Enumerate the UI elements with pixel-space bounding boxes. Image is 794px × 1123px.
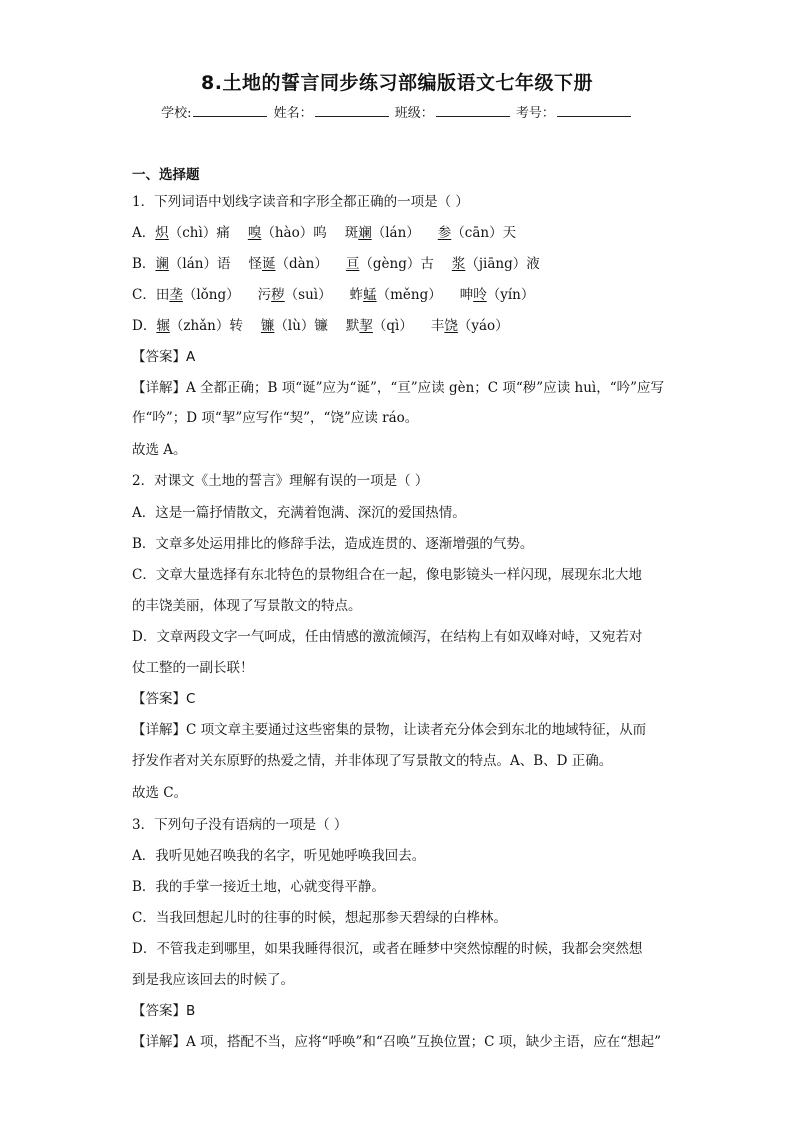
q1-option-c: C．田垄（lǒng） 污秽（suì） 蚱蜢（měng） 呻呤（yín） — [132, 287, 535, 303]
q1-option-d: D．辗（zhǎn）转 镰（lù）镰 默挈（qì） 丰饶（yáo） — [132, 318, 509, 334]
q1-conclusion: 故选 A。 — [132, 442, 187, 458]
school-blank[interactable] — [193, 104, 267, 117]
q1-detail-line-1: 【详解】A 全都正确；B 项“诞”应为“诞”，“亘”应读 gèn；C 项“秽”应读 huì，“吟”应写 — [132, 380, 665, 396]
q1-answer: 【答案】A — [132, 349, 196, 365]
class-label: 班级： — [394, 106, 434, 121]
q3-option-c: C．当我回想起儿时的往事的时候，想起那参天碧绿的白桦林。 — [132, 910, 507, 926]
q1-stem: 1．下列词语中划线字读音和字形全都正确的一项是（ ） — [132, 194, 469, 210]
q3-option-d-line-2: 到是我应该回去的时候了。 — [132, 972, 294, 988]
exam-no-blank[interactable] — [557, 104, 631, 117]
q2-option-d-line-2: 仗工整的一副长联！ — [132, 660, 254, 676]
page-title: 8.土地的誓言同步练习部编版语文七年级下册 — [201, 72, 593, 94]
exam-no-label: 考号： — [515, 106, 555, 121]
student-info-row — [0, 102, 794, 121]
q1-option-a: A．炽（chì）痛 嗅（hào）呜 斑斓（lán） 参（cān）天 — [132, 225, 517, 241]
q2-option-b: B．文章多处运用排比的修辞手法，造成连贯的、逐渐增强的气势。 — [132, 536, 534, 552]
q2-conclusion: 故选 C。 — [132, 785, 188, 801]
section-heading: 一、选择题 — [132, 167, 200, 183]
q2-option-d-line-1: D．文章两段文字一气呵成，任由情感的激流倾泻，在结构上有如双峰对峙，又宛若对 — [132, 629, 643, 645]
q2-detail-line-1: 【详解】C 项文章主要通过这些密集的景物，让读者充分体会到东北的地域特征，从而 — [132, 722, 647, 738]
school-label: 学校: — [161, 106, 192, 121]
q2-stem: 2．对课文《土地的誓言》理解有误的一项是（ ） — [132, 473, 429, 489]
q3-option-a: A．我听见她召唤我的名字，听见她呼唤我回去。 — [132, 848, 426, 864]
q3-stem: 3．下列句子没有语病的一项是（ ） — [132, 817, 348, 833]
q2-answer: 【答案】C — [132, 691, 196, 707]
q3-option-b: B．我的手掌一接近土地，心就变得平静。 — [132, 879, 385, 895]
class-blank[interactable] — [436, 104, 510, 117]
q2-option-a: A．这是一篇抒情散文，充满着饱满、深沉的爱国热情。 — [132, 505, 466, 521]
q1-detail-line-2: 作“吟”；D 项“挈”应写作“契”，“饶”应读 ráo。 — [132, 410, 419, 426]
q3-answer: 【答案】B — [132, 1003, 196, 1019]
q1-option-b: B．谰（lán）语 怪诞（dàn） 亘（gèng）古 浆（jiāng）液 — [132, 256, 540, 272]
name-blank[interactable] — [315, 104, 389, 117]
name-label: 姓名： — [273, 106, 313, 121]
q2-option-c-line-1: C．文章大量选择有东北特色的景物组合在一起，像电影镜头一样闪现，展现东北大地 — [132, 567, 642, 583]
q3-option-d-line-1: D．不管我走到哪里，如果我睡得很沉，或者在睡梦中突然惊醒的时候，我都会突然想 — [132, 941, 643, 957]
q2-detail-line-2: 抒发作者对关东原野的热爱之情，并非体现了写景散文的特点。A、B、D 正确。 — [132, 753, 613, 769]
q3-detail-line-1: 【详解】A 项，搭配不当，应将“呼唤”和“召唤”互换位置；C 项，缺少主语，应在“想起” — [132, 1034, 662, 1050]
q2-option-c-line-2: 的丰饶美丽，体现了写景散文的特点。 — [132, 598, 362, 614]
